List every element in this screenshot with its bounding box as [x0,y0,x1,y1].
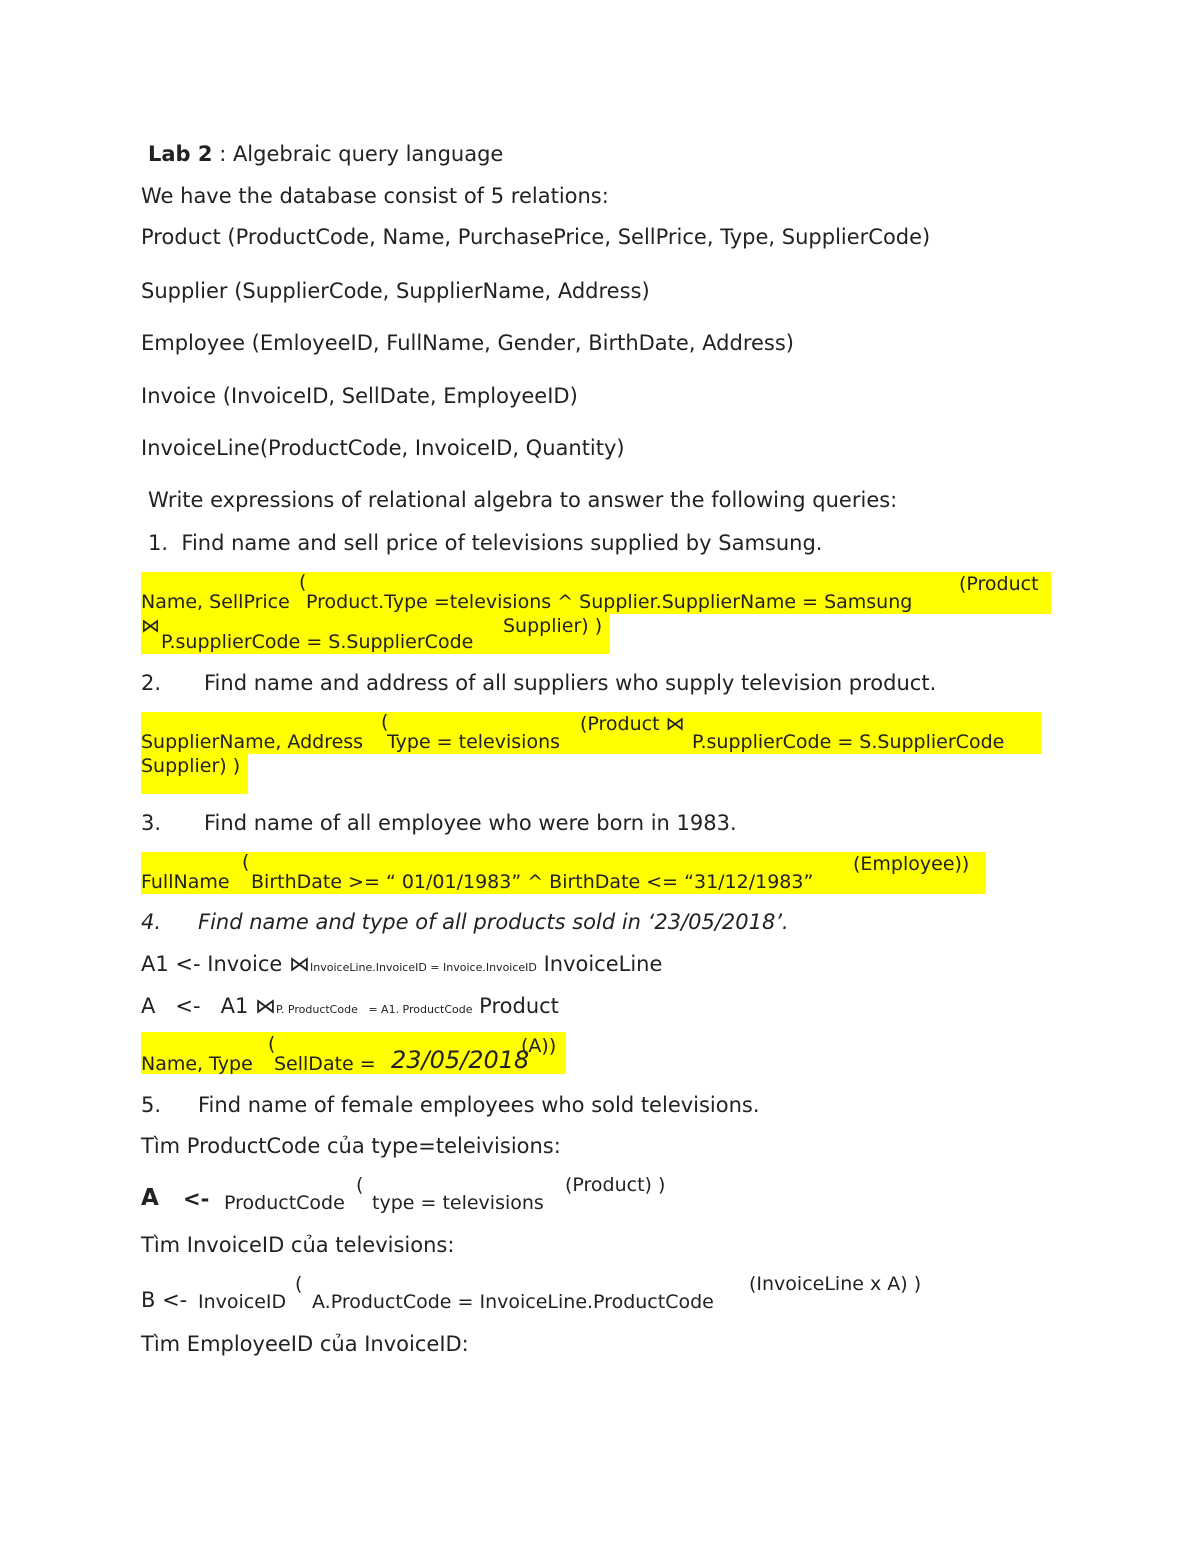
q1-relation-2: Supplier) ) [503,615,603,637]
q3-open-paren: ( [242,851,250,873]
q2-text: Find name and address of all suppliers who supply television product. [204,671,937,695]
lab-title-rest: : Algebraic query language [212,142,504,166]
lab-title [148,142,503,166]
q2-relation-2: Supplier) ) [141,755,241,777]
step-1-text: Tìm ProductCode của type=teleivisions: [141,1134,561,1158]
q4-condition: SellDate = [274,1053,376,1075]
expr-a-arrow: <- [183,1187,210,1211]
q1-relation: (Product [959,573,1039,595]
expr-b-projection: InvoiceID [198,1291,287,1313]
expr-a-condition: type = televisions [372,1192,544,1214]
relation-invoiceline: InvoiceLine(ProductCode, InvoiceID, Quantity) [141,436,625,460]
q4-open-paren: ( [268,1033,276,1055]
q4-a1-lead: A1 <- Invoice ⋈ [141,952,311,976]
q1-join-condition: P.supplierCode = S.SupplierCode [161,631,474,653]
q1-text: Find name and sell price of televisions supplied by Samsung. [181,531,823,555]
q4-a1-expression [141,952,662,976]
q2-condition: Type = televisions [387,731,561,753]
relation-employee: Employee (EmloyeeID, FullName, Gender, BirthDate, Address) [141,331,794,355]
q3-text: Find name of all employee who were born in 1983. [204,811,737,835]
relation-supplier: Supplier (SupplierCode, SupplierName, Address) [141,279,650,303]
expr-a-projection: ProductCode [224,1192,345,1214]
relation-product: Product (ProductCode, Name, PurchasePrice, SellPrice, Type, SupplierCode) [141,225,931,249]
q1-join-symbol: ⋈ [141,615,160,637]
q1-condition: Product.Type =televisions ^ Supplier.SupplierName = Samsung [306,591,913,613]
q1-projection: Name, SellPrice [141,591,290,613]
q4-a-expression [141,994,559,1018]
q4-projection: Name, Type [141,1053,253,1075]
q4-text: Find name and type of all products sold in ‘23/05/2018’. [198,910,789,934]
q4-a-tail: Product [472,994,559,1018]
question-4 [141,910,789,934]
q4-date-value: 23/05/2018 [391,1046,530,1074]
expr-b-relation: (InvoiceLine x A) ) [749,1273,922,1295]
q1-open-paren: ( [299,571,307,593]
q3-relation: (Employee)) [853,853,970,875]
expr-a-lead: A [141,1185,159,1211]
q4-relation: (A)) [521,1035,557,1057]
intro-text: We have the database consist of 5 relations: [141,184,609,208]
expr-b-condition: A.ProductCode = InvoiceLine.ProductCode [312,1291,714,1313]
q3-projection: FullName [141,871,230,893]
q4-number: 4. [141,910,162,934]
question-3 [141,811,737,835]
expr-a-relation: (Product) ) [565,1174,666,1196]
q4-a-lead: A <- A1 ⋈ [141,994,276,1018]
q4-a1-tail: InvoiceLine [536,952,663,976]
step-2-text: Tìm InvoiceID của televisions: [141,1233,455,1257]
q5-text: Find name of female employees who sold televisions. [198,1093,760,1117]
question-1 [148,531,822,555]
q5-number: 5. [141,1093,162,1117]
q2-relation: (Product ⋈ [580,713,685,735]
expr-b-open-paren: ( [295,1273,303,1295]
q4-a-join-condition: P. ProductCode = A1. ProductCode [276,1003,473,1016]
q2-open-paren: ( [381,711,389,733]
relation-invoice: Invoice (InvoiceID, SellDate, EmployeeID) [141,384,578,408]
step-3-text: Tìm EmployeeID của InvoiceID: [141,1332,469,1356]
q3-condition: BirthDate >= “ 01/01/1983” ^ BirthDate <= “31/12/1983” [251,871,814,893]
instruction-text: Write expressions of relational algebra to answer the following queries: [148,488,898,512]
question-2 [141,671,936,695]
expr-a-open-paren: ( [356,1174,364,1196]
lab-title-bold: Lab 2 [148,142,213,166]
expr-b-lead: B <- [141,1288,188,1312]
q2-number: 2. [141,671,162,695]
q2-projection: SupplierName, Address [141,731,364,753]
question-5 [141,1093,760,1117]
q3-number: 3. [141,811,162,835]
q4-a1-join-condition: InvoiceLine.InvoiceID = Invoice.InvoiceID [310,961,537,974]
q2-join-condition: P.supplierCode = S.SupplierCode [692,731,1005,753]
q1-number: 1. [148,531,169,555]
